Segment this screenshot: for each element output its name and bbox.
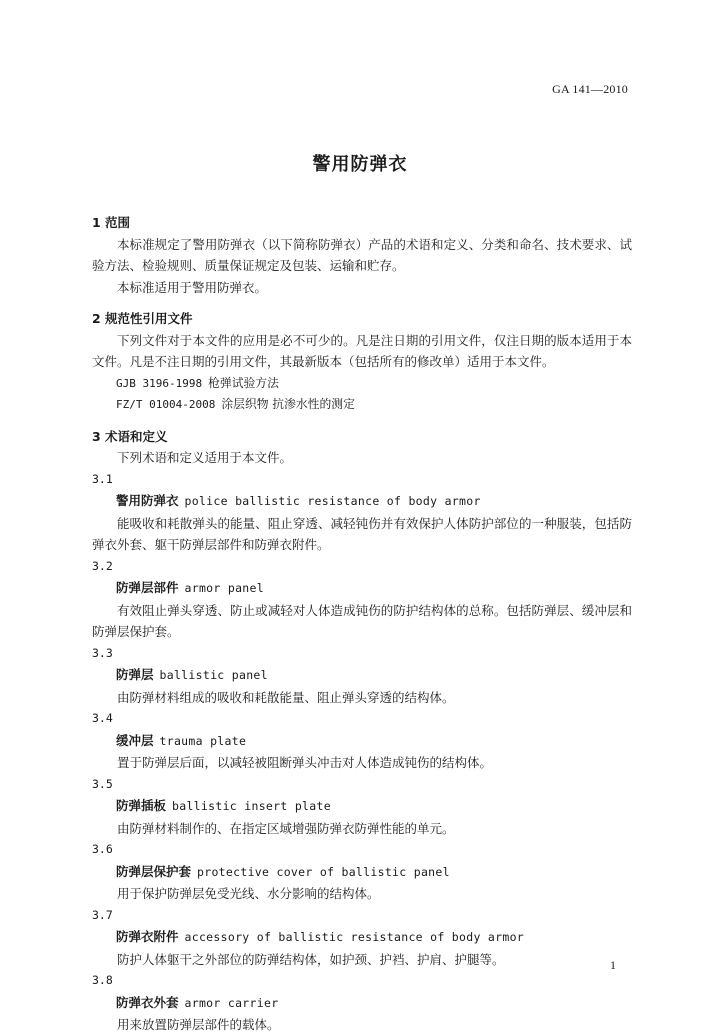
term-en: protective cover of ballistic panel — [197, 864, 450, 879]
term-definition: 防护人体躯干之外部位的防弹结构体，如护颈、护裆、护肩、护腿等。 — [117, 951, 505, 967]
reference-item — [92, 394, 632, 416]
page-title: 警用防弹衣 — [312, 154, 408, 175]
term-number: 3.7 — [92, 907, 113, 922]
section-heading-normative-references: 2 规范性引用文件 — [92, 311, 193, 326]
term-entry — [92, 774, 632, 840]
document-body — [92, 212, 632, 1036]
paragraph: 下列文件对于本文件的应用是必不可少的。凡是注日期的引用文件，仅注日期的版本适用于本文件。凡是不注日期的引用文件，其最新版本（包括所有的修改单）适用于本文件。 — [92, 332, 632, 369]
term-definition: 用来放置防弹层部件的载体。 — [117, 1017, 280, 1032]
term-definition: 用于保护防弹层免受光线、水分影响的结构体。 — [117, 886, 380, 901]
term-number: 3.6 — [92, 842, 113, 856]
term-zh: 防弹衣外套 — [116, 994, 179, 1010]
term-definition: 由防弹材料制作的、在指定区域增强防弹衣防弹性能的单元。 — [117, 820, 455, 836]
paragraph: 本标准适用于警用防弹衣。 — [117, 279, 268, 295]
term-en: accessory of ballistic resistance of body armor — [184, 930, 525, 944]
page-number: 1 — [610, 958, 616, 972]
term-en: armor panel — [184, 581, 264, 595]
term-entry — [92, 905, 632, 971]
term-en: police ballistic resistance of body armor — [184, 494, 481, 508]
reference-code: FZ/T 01004-2008 — [116, 398, 216, 411]
reference-item — [92, 373, 632, 395]
term-definition: 置于防弹层后面，以减轻被阻断弹头冲击对人体造成钝伤的结构体。 — [117, 755, 493, 770]
term-zh: 防弹层部件 — [116, 580, 179, 595]
term-entry — [92, 556, 632, 643]
paragraph: 本标准规定了警用防弹衣（以下简称防弹衣）产品的术语和定义、分类和命名、技术要求、试验方法、检验规则、质量保证规定及包装、运输和贮存。 — [92, 236, 632, 273]
term-zh: 防弹衣附件 — [116, 929, 179, 944]
term-zh: 防弹层 — [116, 667, 154, 682]
term-zh: 缓冲层 — [116, 732, 154, 748]
term-number: 3.8 — [92, 973, 113, 987]
section-heading-scope: 1 范围 — [92, 215, 131, 230]
term-en: armor carrier — [184, 995, 279, 1010]
term-en: trauma plate — [159, 733, 247, 748]
term-zh: 防弹插板 — [116, 798, 167, 813]
term-number: 3.2 — [92, 558, 113, 573]
term-en: ballistic insert plate — [172, 799, 331, 813]
term-number: 3.4 — [92, 711, 113, 725]
term-entry — [92, 839, 632, 905]
term-entry — [92, 469, 632, 556]
standard-code: GA 141—2010 — [552, 82, 628, 96]
term-name — [92, 664, 632, 687]
term-entry — [92, 643, 632, 709]
term-definition: 能吸收和耗散弹头的能量、阻止穿透、减轻钝伤并有效保护人体防护部位的一种服装，包括防弹衣外套、躯干防弹层部件和防弹衣附件。 — [92, 515, 632, 552]
term-name — [92, 490, 632, 513]
reference-code: GJB 3196-1998 — [116, 376, 203, 390]
term-entry — [92, 970, 632, 1036]
term-number: 3.1 — [92, 471, 113, 486]
term-zh: 防弹层保护套 — [116, 863, 192, 879]
term-number: 3.5 — [92, 776, 113, 791]
reference-title: 枪弹试验方法 — [208, 375, 279, 390]
term-number: 3.3 — [92, 645, 113, 660]
section-heading-terms: 3 术语和定义 — [92, 428, 168, 444]
term-definition: 有效阻止弹头穿透、防止或减轻对人体造成钝伤的防护结构体的总称。包括防弹层、缓冲层和防弹层保护套。 — [92, 602, 632, 639]
term-en: ballistic panel — [159, 668, 268, 682]
term-entry — [92, 708, 632, 774]
reference-title: 涂层织物 抗渗水性的测定 — [221, 397, 355, 411]
term-definition: 由防弹材料组成的吸收和耗散能量、阻止弹头穿透的结构体。 — [117, 689, 455, 705]
term-name — [92, 992, 632, 1015]
term-name — [92, 926, 632, 949]
term-zh: 警用防弹衣 — [116, 493, 179, 508]
paragraph: 下列术语和定义适用于本文件。 — [117, 450, 293, 465]
term-name — [92, 730, 632, 753]
term-name — [92, 861, 632, 884]
term-name — [92, 795, 632, 818]
term-name — [92, 577, 632, 600]
